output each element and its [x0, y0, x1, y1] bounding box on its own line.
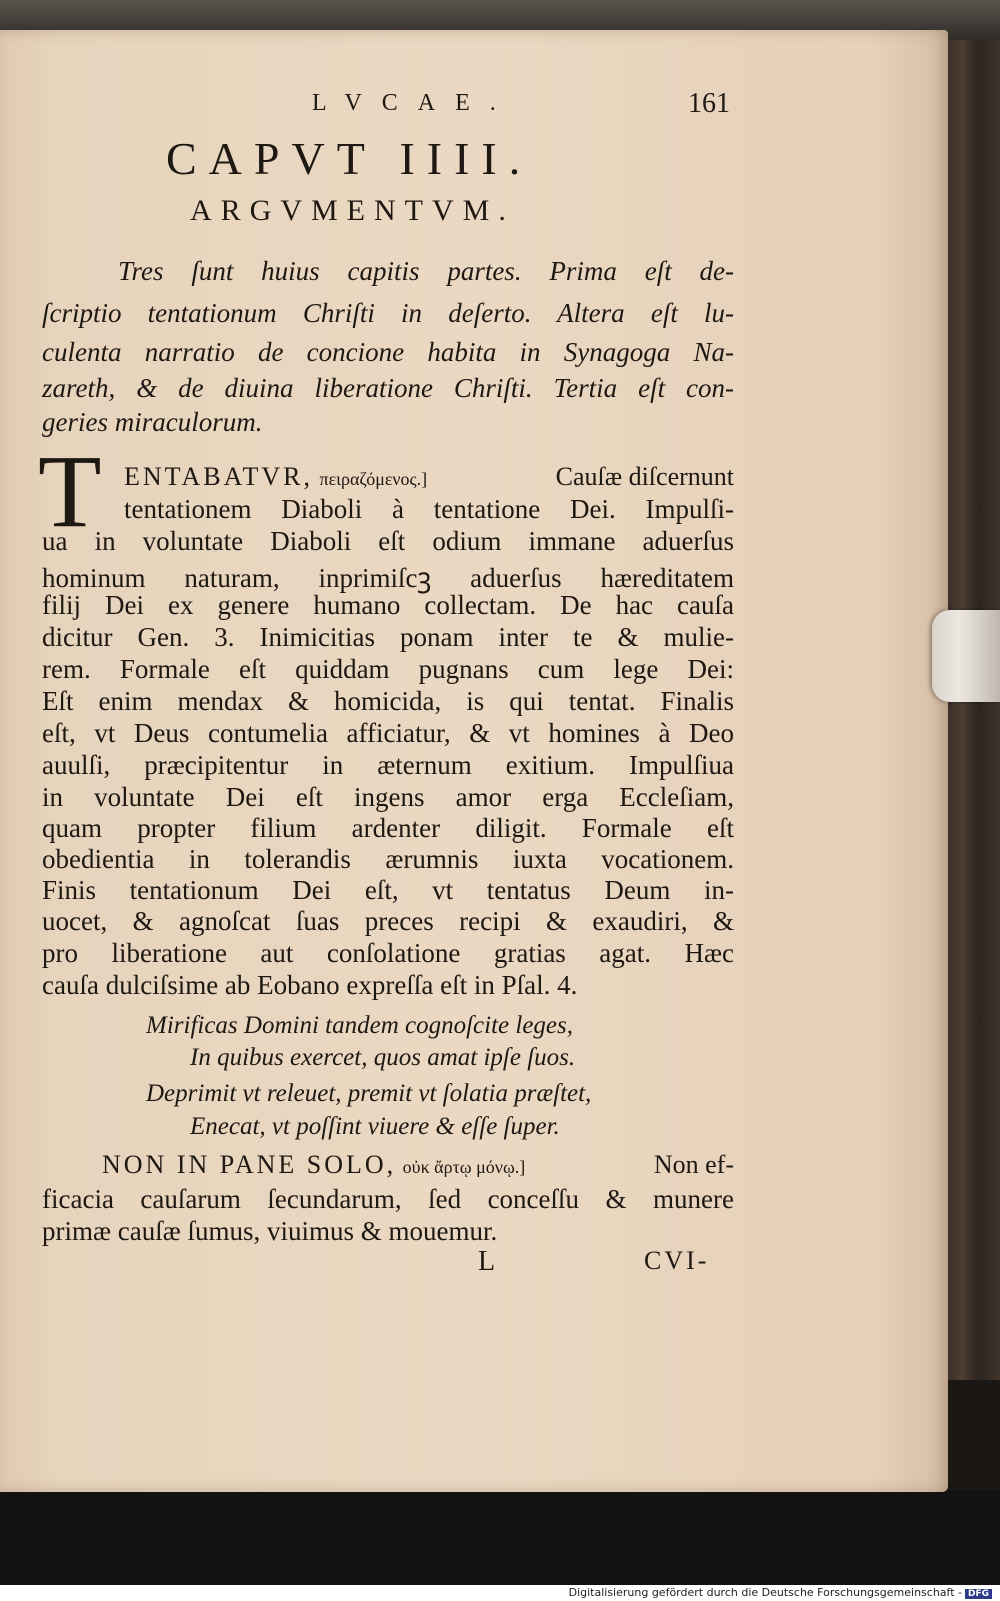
greek-lemma: πειραζόμενος.] [319, 469, 428, 489]
argument-line: culenta narratio de concione habita in Synagoga Na- [42, 337, 734, 367]
signature-mark: L [478, 1246, 496, 1277]
commentary-line: tentationem Diaboli à tentatione Dei. Impulſi- [124, 494, 734, 524]
second-note-line: primæ cauſæ ſumus, viuimus & mouemur. [42, 1216, 498, 1246]
book-clasp [932, 610, 1000, 702]
commentary-line: Eſt enim mendax & homicida, is qui tentat. Finalis [42, 686, 734, 716]
second-note-first-line [102, 1150, 734, 1180]
commentary-line: auulſi, præcipitentur in æternum exitium. Impulſiua [42, 750, 734, 780]
verse-line: In quibus exercet, quos amat ipſe ſuos. [190, 1044, 576, 1071]
commentary-first-line [124, 462, 734, 492]
book-fore-edge [946, 40, 1000, 1380]
commentary-line: pro liberatione aut conſolatione gratias agat. Hæc [42, 938, 734, 968]
dfg-logo-icon: DFG [965, 1589, 992, 1599]
commentary-line: dicitur Gen. 3. Inimicitias ponam inter te & mulie- [42, 622, 734, 652]
commentary-line: Finis tentationum Dei eſt, vt tentatus Deum in- [42, 875, 734, 905]
commentary-line: quam propter filium ardenter diligit. Formale eſt [42, 813, 734, 843]
commentary-line: eſt, vt Deus contumelia afficiatur, & vt homines à Deo [42, 718, 734, 748]
argument-heading: ARGVMENTVM. [190, 194, 515, 227]
commentary-line: hominum naturam, inprimiſcꝫ aduerſus hæreditatem [42, 563, 734, 593]
commentary-line: ua in voluntate Diaboli eſt odium immane aduerſus [42, 526, 734, 556]
lemma: ENTABATVR, [124, 462, 313, 491]
second-note-line: Non ef- [653, 1150, 734, 1179]
credit-text: Digitalisierung gefördert durch die Deutsche Forschungsgemeinschaft - [568, 1586, 962, 1599]
drop-cap: T [38, 434, 102, 549]
argument-line: Tres ſunt huius capitis partes. Prima eſt de- [118, 256, 734, 286]
catchword: CVI- [644, 1246, 710, 1275]
verse-line: Mirificas Domini tandem cognoſcite leges, [146, 1012, 574, 1039]
commentary-line: in voluntate Dei eſt ingens amor erga Eccleſiam, [42, 782, 734, 812]
commentary-line: rem. Formale eſt quiddam pugnans cum lege Dei: [42, 654, 734, 684]
running-head: LVCAE. [312, 90, 516, 116]
lemma: NON IN PANE SOLO, [102, 1150, 397, 1179]
commentary-line: obedientia in tolerandis ærumnis iuxta vocationem. [42, 844, 734, 874]
argument-line: ſcriptio tentationum Chriſti in deſerto. Altera eſt lu- [42, 298, 734, 328]
verse-line: Enecat, vt poſſint viuere & eſſe ſuper. [190, 1113, 560, 1140]
background-bottom [0, 1490, 1000, 1585]
digitization-credit [569, 1586, 992, 1599]
chapter-title: CAPVT IIII. [166, 133, 533, 184]
page-number: 161 [688, 88, 730, 119]
commentary-line: Cauſæ diſcernunt [555, 462, 734, 491]
verse-line: Deprimit vt releuet, premit vt ſolatia præſtet, [146, 1080, 592, 1107]
greek-lemma: οὐκ ἄρτῳ μόνῳ.] [402, 1157, 526, 1177]
commentary-line: filij Dei ex genere humano collectam. De hac cauſa [42, 590, 734, 620]
commentary-line: cauſa dulciſsime ab Eobano expreſſa eſt in Pſal. 4. [42, 970, 578, 1000]
argument-line: geries miraculorum. [42, 407, 263, 437]
argument-line: zareth, & de diuina liberatione Chriſti. Tertia eſt con- [42, 373, 734, 403]
second-note-line: ficacia cauſarum ſecundarum, ſed conceſſu & munere [42, 1184, 734, 1214]
commentary-line: uocet, & agnoſcat ſuas preces recipi & exaudiri, & [42, 906, 734, 936]
